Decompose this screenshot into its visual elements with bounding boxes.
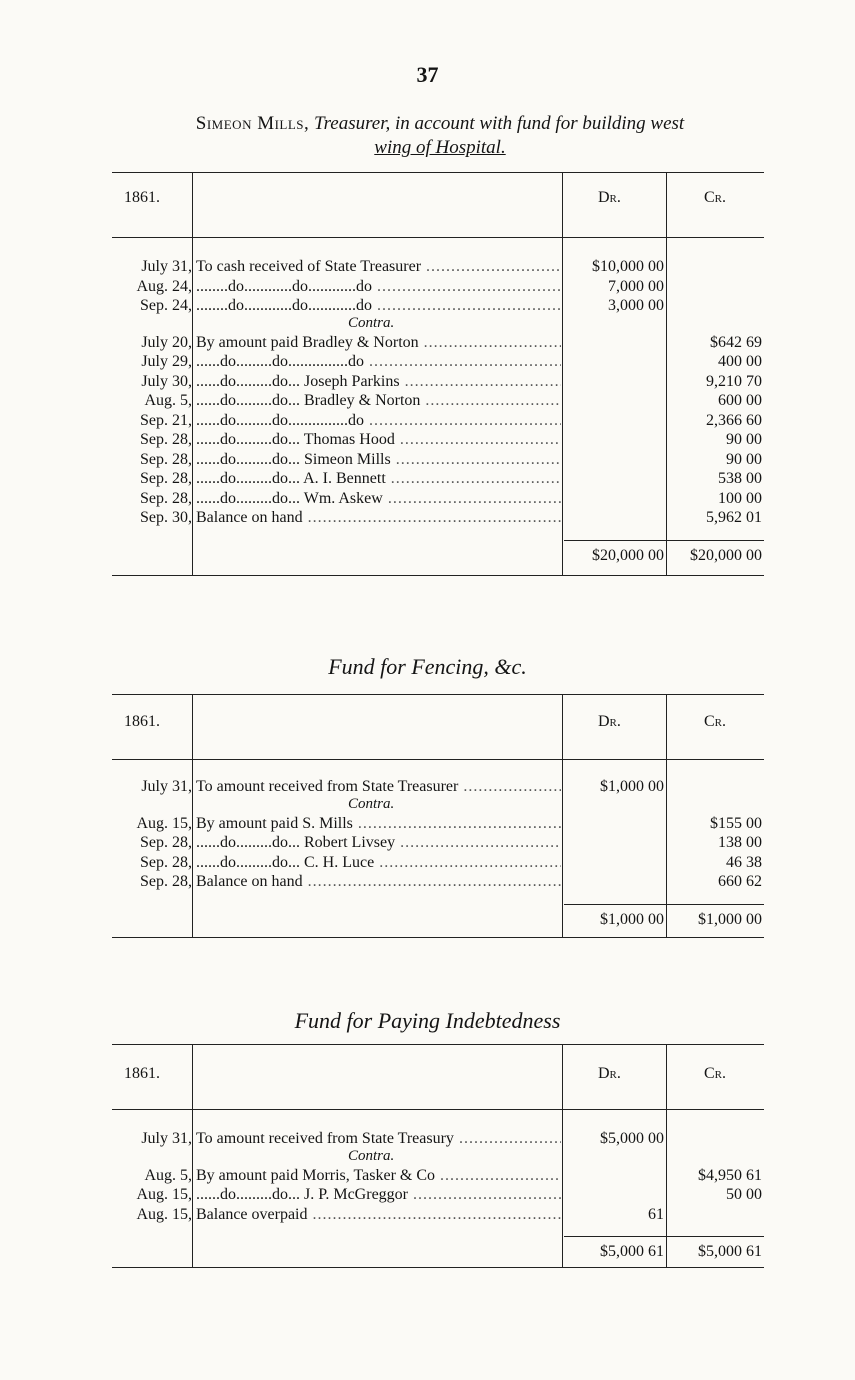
- ledger-row: [112, 508, 764, 528]
- entry-description: Balance on hand .....: [196, 508, 561, 528]
- entry-description: By amount paid Bradley & Norton .....: [196, 333, 561, 353]
- total-credit: $20,000 00: [690, 546, 762, 564]
- total-debit: $5,000 61: [600, 1243, 664, 1260]
- ledger-row: [112, 1166, 764, 1186]
- entry-description: ......do.........do... J. P. McGreggor .....: [196, 1185, 561, 1205]
- ledger-row: [112, 1205, 764, 1225]
- total-debit: $20,000 00: [592, 546, 664, 564]
- entry-date: Aug. 24,: [136, 277, 192, 295]
- entry-credit: 538 00: [718, 470, 762, 487]
- entry-date: Aug. 15,: [136, 1186, 192, 1203]
- ledger-row: [112, 257, 764, 277]
- ledger-building-fund: [112, 172, 764, 576]
- fund-fencing-title: Fund for Fencing, &c.: [328, 654, 527, 679]
- cr-header: Cr.: [704, 1065, 727, 1082]
- entry-credit: 2,366 60: [706, 411, 762, 429]
- totals-row: [112, 1242, 764, 1262]
- entry-description: ......do.........do... Robert Livsey .....: [196, 833, 561, 853]
- entry-date: July 31,: [141, 1130, 192, 1147]
- entry-credit: 9,210 70: [706, 372, 762, 390]
- entry-date: Sep. 28,: [140, 470, 192, 487]
- ledger-row: [112, 489, 764, 509]
- totals-row: [112, 546, 764, 566]
- entry-date: Aug. 5,: [144, 1166, 192, 1184]
- entry-date: July 20,: [141, 333, 192, 351]
- ledger-row: [112, 391, 764, 411]
- entry-debit: $1,000 00: [600, 778, 664, 795]
- entry-date: July 30,: [141, 372, 192, 390]
- entry-credit: 90 00: [726, 450, 762, 468]
- year-header: 1861.: [124, 1065, 160, 1082]
- entry-credit: 5,962 01: [706, 509, 762, 526]
- ledger-row: [112, 1129, 764, 1149]
- ledger-row: [112, 296, 764, 316]
- ledger-row: [112, 814, 764, 834]
- dr-header: Dr.: [598, 713, 621, 730]
- ledger-row: [112, 777, 764, 797]
- entry-date: Sep. 28,: [140, 834, 192, 851]
- contra-label: Contra.: [348, 1147, 395, 1164]
- cr-header: Cr.: [704, 713, 727, 730]
- entry-debit: $10,000 00: [592, 258, 664, 275]
- entry-credit: 600 00: [718, 392, 762, 409]
- entry-date: Sep. 24,: [140, 297, 192, 314]
- heading-line-2: wing of Hospital.: [374, 137, 506, 158]
- year-header: 1861.: [124, 713, 160, 730]
- entry-credit: 46 38: [726, 853, 762, 871]
- ledger-row: [112, 372, 764, 392]
- entry-credit: 100 00: [718, 489, 762, 507]
- entry-description: ........do............do............do .....: [196, 277, 561, 297]
- entry-date: Sep. 21,: [140, 411, 192, 429]
- entry-credit: $155 00: [710, 814, 762, 832]
- ledger-row: [112, 411, 764, 431]
- total-credit: $5,000 61: [698, 1243, 762, 1260]
- entry-description: By amount paid S. Mills .....: [196, 814, 561, 834]
- entry-debit: 3,000 00: [608, 297, 664, 314]
- entry-date: July 31,: [141, 258, 192, 275]
- entry-description: ......do.........do... Bradley & Norton .....: [196, 391, 561, 411]
- entry-description: Balance on hand .....: [196, 872, 561, 892]
- entry-date: Sep. 28,: [140, 450, 192, 468]
- entry-debit: 61: [648, 1205, 664, 1223]
- entry-description: Balance overpaid .....: [196, 1205, 561, 1225]
- ledger-row: [112, 853, 764, 873]
- year-header: 1861.: [124, 189, 160, 206]
- fund-indebtedness-title: Fund for Paying Indebtedness: [294, 1008, 561, 1033]
- entry-date: Aug. 15,: [136, 814, 192, 832]
- entry-date: July 29,: [141, 353, 192, 370]
- dr-header: Dr.: [598, 189, 621, 206]
- ledger-row: [112, 333, 764, 353]
- entry-date: Sep. 30,: [140, 509, 192, 526]
- entry-credit: $4,950 61: [698, 1166, 762, 1184]
- ledger-row: [112, 872, 764, 892]
- entry-credit: 90 00: [726, 431, 762, 448]
- entry-date: Aug. 15,: [136, 1205, 192, 1223]
- entry-debit: 7,000 00: [608, 277, 664, 295]
- contra-label: Contra.: [348, 795, 395, 812]
- ledger-row: [112, 1185, 764, 1205]
- entry-description: To amount received from State Treasury .....: [196, 1129, 561, 1149]
- entry-description: ......do.........do... A. I. Bennett .....: [196, 469, 561, 489]
- entry-description: ......do.........do...............do .....: [196, 411, 561, 431]
- entry-credit: $642 69: [710, 333, 762, 351]
- ledger-fencing-fund: [112, 694, 764, 938]
- ledger-row: [112, 450, 764, 470]
- entry-date: Aug. 5,: [144, 392, 192, 409]
- entry-debit: $5,000 00: [600, 1130, 664, 1147]
- contra-label: Contra.: [348, 314, 395, 331]
- entry-description: By amount paid Morris, Tasker & Co .....: [196, 1166, 561, 1186]
- entry-description: ......do.........do... Wm. Askew .....: [196, 489, 561, 509]
- ledger-row: [112, 277, 764, 297]
- ledger-row: [112, 430, 764, 450]
- entry-date: Sep. 28,: [140, 873, 192, 890]
- entry-description: To cash received of State Treasurer .....: [196, 257, 561, 277]
- heading-line-1: Treasurer, in account with fund for building west: [314, 113, 685, 134]
- dr-header: Dr.: [598, 1065, 621, 1082]
- total-debit: $1,000 00: [600, 910, 664, 928]
- treasurer-name: Simeon Mills,: [195, 113, 310, 134]
- ledger-row: [112, 833, 764, 853]
- entry-description: To amount received from State Treasurer .....: [196, 777, 561, 797]
- cr-header: Cr.: [704, 189, 727, 206]
- total-credit: $1,000 00: [698, 910, 762, 928]
- entry-credit: 660 62: [718, 873, 762, 890]
- entry-date: Sep. 28,: [140, 853, 192, 871]
- entry-credit: 50 00: [726, 1186, 762, 1203]
- totals-row: [112, 910, 764, 930]
- entry-date: Sep. 28,: [140, 431, 192, 448]
- entry-description: ......do.........do... Simeon Mills .....: [196, 450, 561, 470]
- entry-date: July 31,: [141, 778, 192, 795]
- entry-description: ......do.........do... C. H. Luce .....: [196, 853, 561, 873]
- entry-date: Sep. 28,: [140, 489, 192, 507]
- entry-description: ......do.........do... Joseph Parkins .....: [196, 372, 561, 392]
- ledger-row: [112, 352, 764, 372]
- entry-credit: 138 00: [718, 834, 762, 851]
- page-number: 37: [416, 62, 439, 87]
- entry-description: ......do.........do...............do .....: [196, 352, 561, 372]
- ledger-row: [112, 469, 764, 489]
- entry-description: ........do............do............do .....: [196, 296, 561, 316]
- entry-description: ......do.........do... Thomas Hood .....: [196, 430, 561, 450]
- entry-credit: 400 00: [718, 353, 762, 370]
- account-heading: [110, 112, 770, 160]
- ledger-indebtedness-fund: [112, 1044, 764, 1268]
